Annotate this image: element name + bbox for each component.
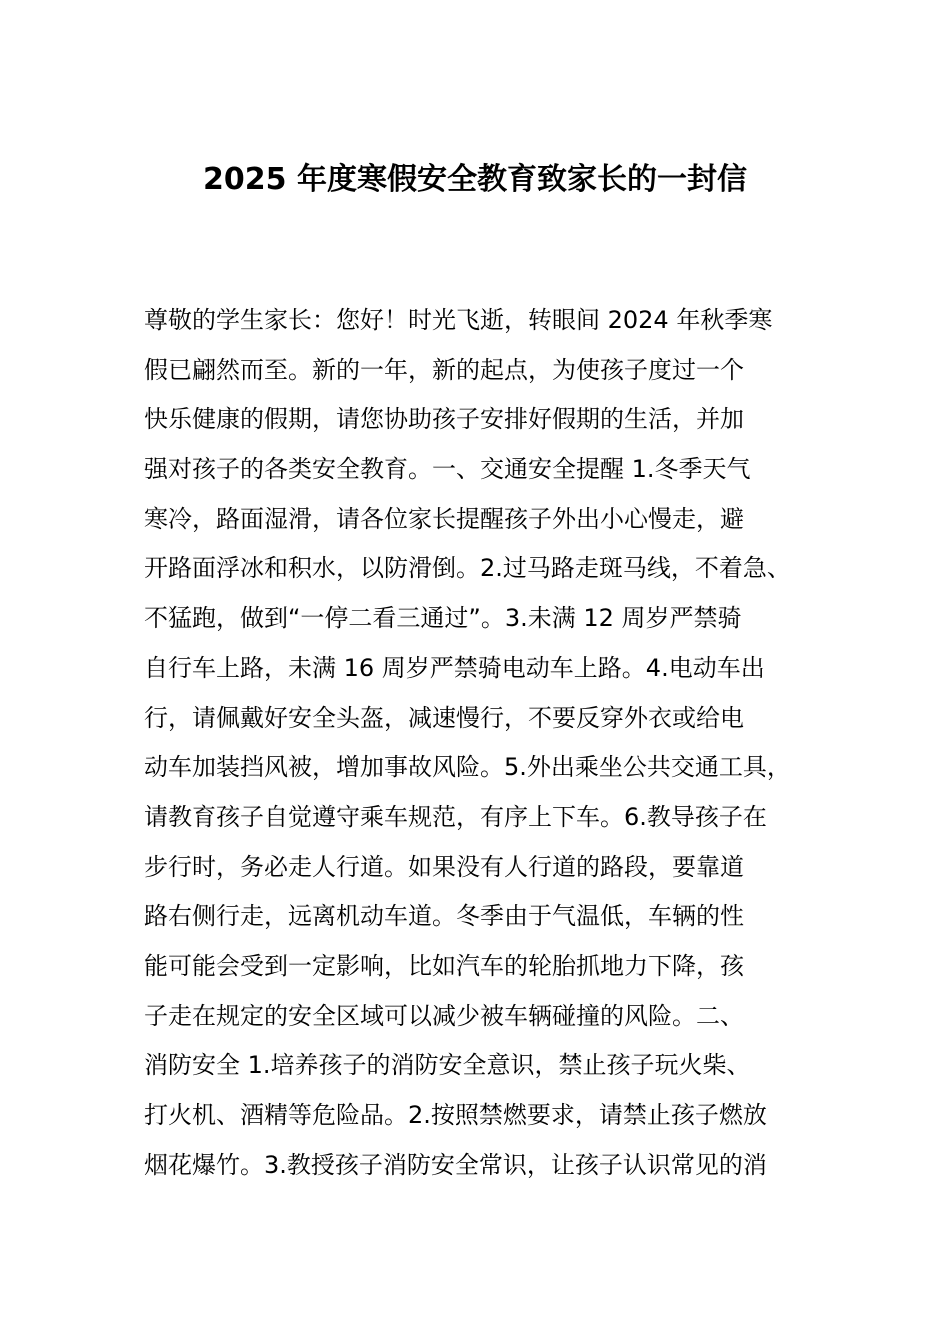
body-line: 步行时，务必走人行道。如果没有人行道的路段，要靠道 <box>144 852 744 881</box>
body-line: 路右侧行走，远离机动车道。冬季由于气温低，车辆的性 <box>144 902 744 931</box>
body-line: 假已翩然而至。新的一年，新的起点，为使孩子度过一个 <box>144 355 744 384</box>
body-line: 寒冷，路面湿滑，请各位家长提醒孩子外出小心慢走，避 <box>144 504 744 533</box>
body-line: 子走在规定的安全区域可以减少被车辆碰撞的风险。二、 <box>144 1001 744 1030</box>
body-line: 自行车上路，未满 16 周岁严禁骑电动车上路。4.电动车出 <box>144 653 765 682</box>
body-line: 行，请佩戴好安全头盔，减速慢行，不要反穿外衣或给电 <box>144 703 744 732</box>
body-line: 消防安全 1.培养孩子的消防安全意识，禁止孩子玩火柴、 <box>144 1051 751 1080</box>
body-line: 能可能会受到一定影响，比如汽车的轮胎抓地力下降，孩 <box>144 951 744 980</box>
body-line: 动车加装挡风被，增加事故风险。5.外出乘坐公共交通工具， <box>144 753 791 782</box>
body-line: 尊敬的学生家长：您好！时光飞逝，转眼间 2024 年秋季寒 <box>144 306 773 334</box>
body-line: 强对孩子的各类安全教育。一、交通安全提醒 1.冬季天气 <box>144 455 751 484</box>
body-line: 快乐健康的假期，请您协助孩子安排好假期的生活，并加 <box>144 405 744 434</box>
body-line: 烟花爆竹。3.教授孩子消防安全常识，让孩子认识常见的消 <box>144 1150 767 1179</box>
body-line: 请教育孩子自觉遵守乘车规范，有序上下车。6.教导孩子在 <box>144 802 767 831</box>
body-line: 不猛跑，做到“一停二看三通过”。3.未满 12 周岁严禁骑 <box>144 604 742 633</box>
document-title: 2025 年度寒假安全教育致家长的一封信 <box>203 162 747 197</box>
letter-body <box>144 296 834 1190</box>
body-line: 打火机、酒精等危险品。2.按照禁燃要求，请禁止孩子燃放 <box>144 1101 767 1129</box>
body-line: 开路面浮冰和积水，以防滑倒。2.过马路走斑马线，不着急、 <box>144 554 791 583</box>
